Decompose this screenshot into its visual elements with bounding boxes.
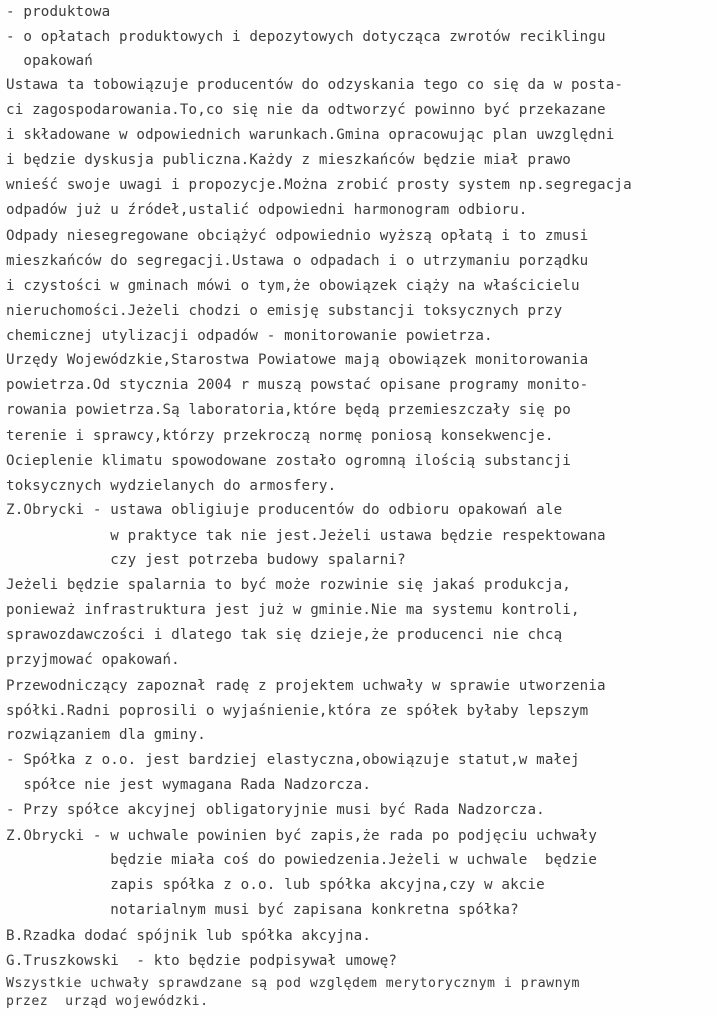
text-line-33: - Przy spółce akcyjnej obligatoryjnie musi być Rada Nadzorcza. — [6, 802, 545, 818]
text-line-26: sprawozdawczości i dlatego tak się dzieje,że producenci nie chcą — [6, 627, 563, 643]
text-line-23: czy jest potrzeba budowy spalarni? — [6, 552, 406, 568]
text-line-38: B.Rzadka dodać spójnik lub spółka akcyjna. — [6, 928, 372, 944]
text-line-18: terenie i sprawcy,którzy przekroczą normę poniosą konsekwencje. — [6, 428, 554, 444]
text-line-13: nieruchomości.Jeżeli chodzi o emisję substancji toksycznych przy — [6, 303, 563, 319]
text-line-28: Przewodniczący zapoznał radę z projektem uchwały w sprawie utworzenia — [6, 678, 606, 694]
text-line-25: ponieważ infrastruktura jest już w gminie.Nie ma systemu kontroli, — [6, 602, 580, 618]
text-line-35: będzie miała coś do powiedzenia.Jeżeli w uchwale będzie — [6, 852, 598, 868]
text-line-39: G.Truszkowski - kto będzie podpisywał umowę? — [6, 953, 398, 969]
text-line-37: notarialnym musi być zapisana konkretna spółka? — [6, 902, 519, 918]
text-line-30: rozwiązaniem dla gminy. — [6, 727, 206, 743]
text-line-14: chemicznej utylizacji odpadów - monitorowanie powietrza. — [6, 328, 493, 344]
text-line-3: opakowań — [6, 53, 93, 69]
text-line-21: Z.Obrycki - ustawa obligiuje producentów do odbioru opakowań ale — [6, 502, 563, 518]
text-line-20: toksycznych wydzielanych do armosfery. — [6, 478, 337, 494]
text-line-7: i będzie dyskusja publiczna.Każdy z mieszkańców będzie miał prawo — [6, 152, 571, 168]
text-line-4: Ustawa ta tobowiązuje producentów do odzyskania tego co się da w posta- — [6, 77, 624, 93]
text-line-1: - produktowa — [6, 4, 111, 20]
text-line-27: przyjmować opakowań. — [6, 652, 180, 668]
text-line-24: Jeżeli będzie spalarnia to być może rozwinie się jakaś produkcja, — [6, 577, 571, 593]
text-line-8: wnieść swoje uwagi i propozycje.Można zrobić prosty system np.segregacja — [6, 177, 632, 193]
text-line-17: rowania powietrza.Są laboratoria,które będą przemieszczały się po — [6, 402, 571, 418]
text-line-9: odpadów już u źródeł,ustalić odpowiedni harmonogram odbioru. — [6, 202, 528, 218]
text-line-16: powietrza.Od stycznia 2004 r muszą powstać opisane programy monito- — [6, 377, 589, 393]
text-line-10: Odpady niesegregowane obciążyć odpowiednio wyższą opłatą i to zmusi — [6, 228, 589, 244]
text-line-2: - o opłatach produktowych i depozytowych dotycząca zwrotów reciklingu — [6, 29, 606, 45]
text-line-31: - Spółka z o.o. jest bardziej elastyczna,obowiązuje statut,w małej — [6, 752, 580, 768]
text-line-5: ci zagospodarowania.To,co się nie da odtworzyć powinno być przekazane — [6, 102, 606, 118]
text-line-12: i czystości w gminach mówi o tym,że obowiązek ciąży na właścicielu — [6, 278, 580, 294]
text-line-6: i składowane w odpowiednich warunkach.Gmina opracowując plan uwzględni — [6, 127, 615, 143]
text-line-19: Ocieplenie klimatu spowodowane zostało ogromną ilością substancji — [6, 453, 571, 469]
text-line-41: przez urząd wojewódzki. — [6, 994, 209, 1009]
text-line-34: Z.Obrycki - w uchwale powinien być zapis,że rada po podjęciu uchwały — [6, 828, 598, 844]
text-line-40: Wszystkie uchwały sprawdzane są pod względem merytorycznym i prawnym — [6, 976, 580, 991]
text-line-22: w praktyce tak nie jest.Jeżeli ustawa będzie respektowana — [6, 528, 606, 544]
text-line-32: spółce nie jest wymagana Rada Nadzorcza. — [6, 777, 372, 793]
text-line-29: spółki.Radni poprosili o wyjaśnienie,która ze spółek byłaby lepszym — [6, 703, 589, 719]
text-line-11: mieszkańców do segregacji.Ustawa o odpadach i o utrzymaniu porządku — [6, 253, 589, 269]
text-line-36: zapis spółka z o.o. lub spółka akcyjna,czy w akcie — [6, 877, 545, 893]
text-line-15: Urzędy Wojewódzkie,Starostwa Powiatowe mają obowiązek monitorowania — [6, 352, 589, 368]
